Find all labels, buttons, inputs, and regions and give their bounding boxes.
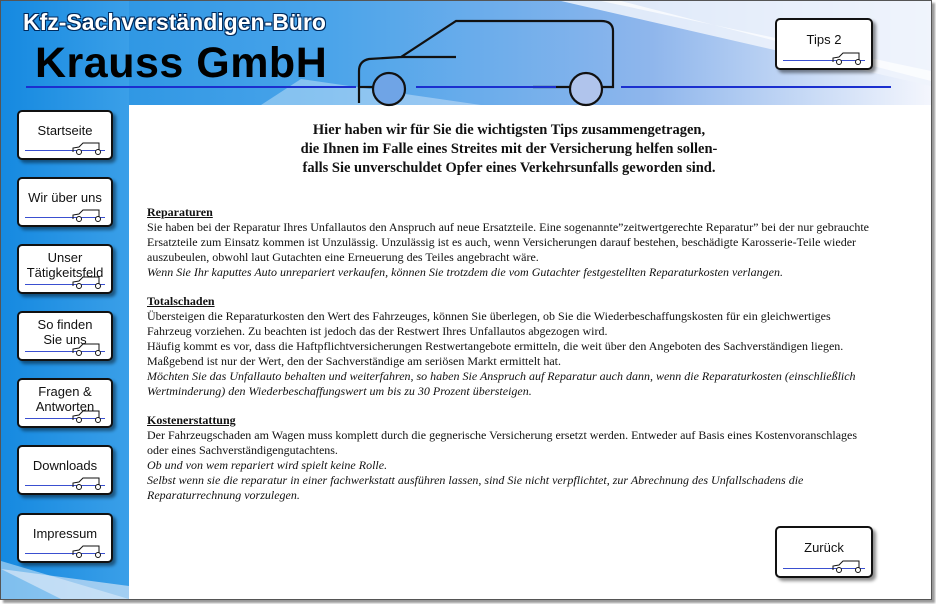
nav-label: Fragen & Antworten (35, 384, 95, 414)
section-reparaturen (147, 205, 871, 280)
section-italic: Möchten Sie das Unfallauto behalten und weiterfahren, so haben Sie Anspruch auf Reparatur auch dann, wenn die Reparaturkosten (einschließlich Wertminderung) den Wiederbeschaffungswert um bis zu 30 Prozent übersteigen. (147, 369, 856, 398)
nav-label: Wir über uns (28, 190, 102, 205)
nav-so-finden-sie-uns[interactable] (17, 311, 113, 361)
nav-label: Startseite (37, 123, 93, 138)
section-heading: Totalschaden (147, 294, 215, 308)
nav-fragen-antworten[interactable] (17, 378, 113, 428)
tips-button-label: Tips 2 (806, 32, 842, 47)
section-body: Übersteigen die Reparaturkosten den Wert des Fahrzeuges, können Sie überlegen, ob Sie die Wiederbeschaffungskosten für ein gleichwertiges Fahrzeug vorziehen. Zu beachten ist jedoch das der Restwert Ihres Unfallautos abgezogen wird. (147, 309, 831, 338)
section-italic-2: Selbst wenn sie die reparatur in einer fachwerkstatt ausführen lassen, sind Sie nicht verpflichtet, zur Abrechnung des Unfallschadens die Reparaturrechnung vorzulegen. (147, 473, 804, 502)
section-italic: Wenn Sie Ihr kaputtes Auto unrepariert verkaufen, können Sie trotzdem die vom Gutachter festgestellten Reparaturkosten verlangen. (147, 265, 783, 279)
nav-startseite[interactable] (17, 110, 113, 160)
company-name: Krauss GmbH (35, 39, 328, 87)
nav-downloads[interactable] (17, 445, 113, 495)
car-icon (71, 342, 107, 356)
car-icon (831, 51, 867, 65)
car-icon (71, 544, 107, 558)
back-button[interactable] (775, 526, 873, 578)
car-icon (71, 275, 107, 289)
nav-label: Unser Tätigkeitsfeld (26, 250, 104, 280)
nav-label: Impressum (32, 526, 98, 541)
car-icon (71, 476, 107, 490)
section-kostenerstattung (147, 413, 871, 503)
back-button-label: Zurück (804, 540, 844, 555)
intro-line: die Ihnen im Falle eines Streites mit der Versicherung helfen sollen- (300, 141, 718, 157)
car-icon (71, 208, 107, 222)
section-heading: Kostenerstattung (147, 413, 236, 427)
nav-impressum[interactable] (17, 513, 113, 563)
section-heading: Reparaturen (147, 205, 213, 219)
car-icon (71, 409, 107, 423)
main-content (147, 121, 871, 503)
section-body: Sie haben bei der Reparatur Ihres Unfallautos den Anspruch auf neue Ersatzteile. Eine sogenannte”zeitwertgerechte Reparatur” bei der nur gebrauchte Ersatzteile zum Einsatz kommen ist Unzulässig. Unzulässig ist es auch, wenn Versicherungen darauf bestehen, beschädigte Karosserie-Teile wieder auszubeulen, obwohl laut Gutachten eine Erneuerung des Teiles angebracht wäre. (147, 220, 870, 264)
section-totalschaden (147, 294, 871, 399)
company-subtitle: Kfz-Sachverständigen-Büro (23, 9, 326, 35)
nav-label: So finden Sie uns (37, 317, 93, 347)
tips-button[interactable] (775, 18, 873, 70)
car-icon (71, 141, 107, 155)
nav-taetigkeitsfeld[interactable] (17, 244, 113, 294)
section-body-2: Häufig kommt es vor, dass die Haftpflichtversicherungen Restwertangebote ermitteln, die weit über den Angeboten des Sachverständigen liegen. Maßgebend ist nur der Wert, den der Sachverständige am seriösen Markt ermittelt hat. (147, 339, 844, 368)
intro-line: falls Sie unverschuldet Opfer eines Verkehrsunfalls geworden sind. (302, 160, 716, 176)
nav-label: Downloads (32, 458, 98, 473)
intro-line: Hier haben wir für Sie die wichtigsten Tips zusammengetragen, (312, 122, 706, 138)
section-body: Der Fahrzeugschaden am Wagen muss komplett durch die gegnerische Versicherung ersetzt werden. Entweder auf Basis eines Kostenvoranschlages oder eines Sachverständigengutachtens. (147, 428, 858, 457)
section-italic: Ob und von wem repariert wird spielt keine Rolle. (147, 458, 388, 472)
car-icon (831, 559, 867, 573)
nav-wir-ueber-uns[interactable] (17, 177, 113, 227)
intro-text (179, 121, 839, 178)
